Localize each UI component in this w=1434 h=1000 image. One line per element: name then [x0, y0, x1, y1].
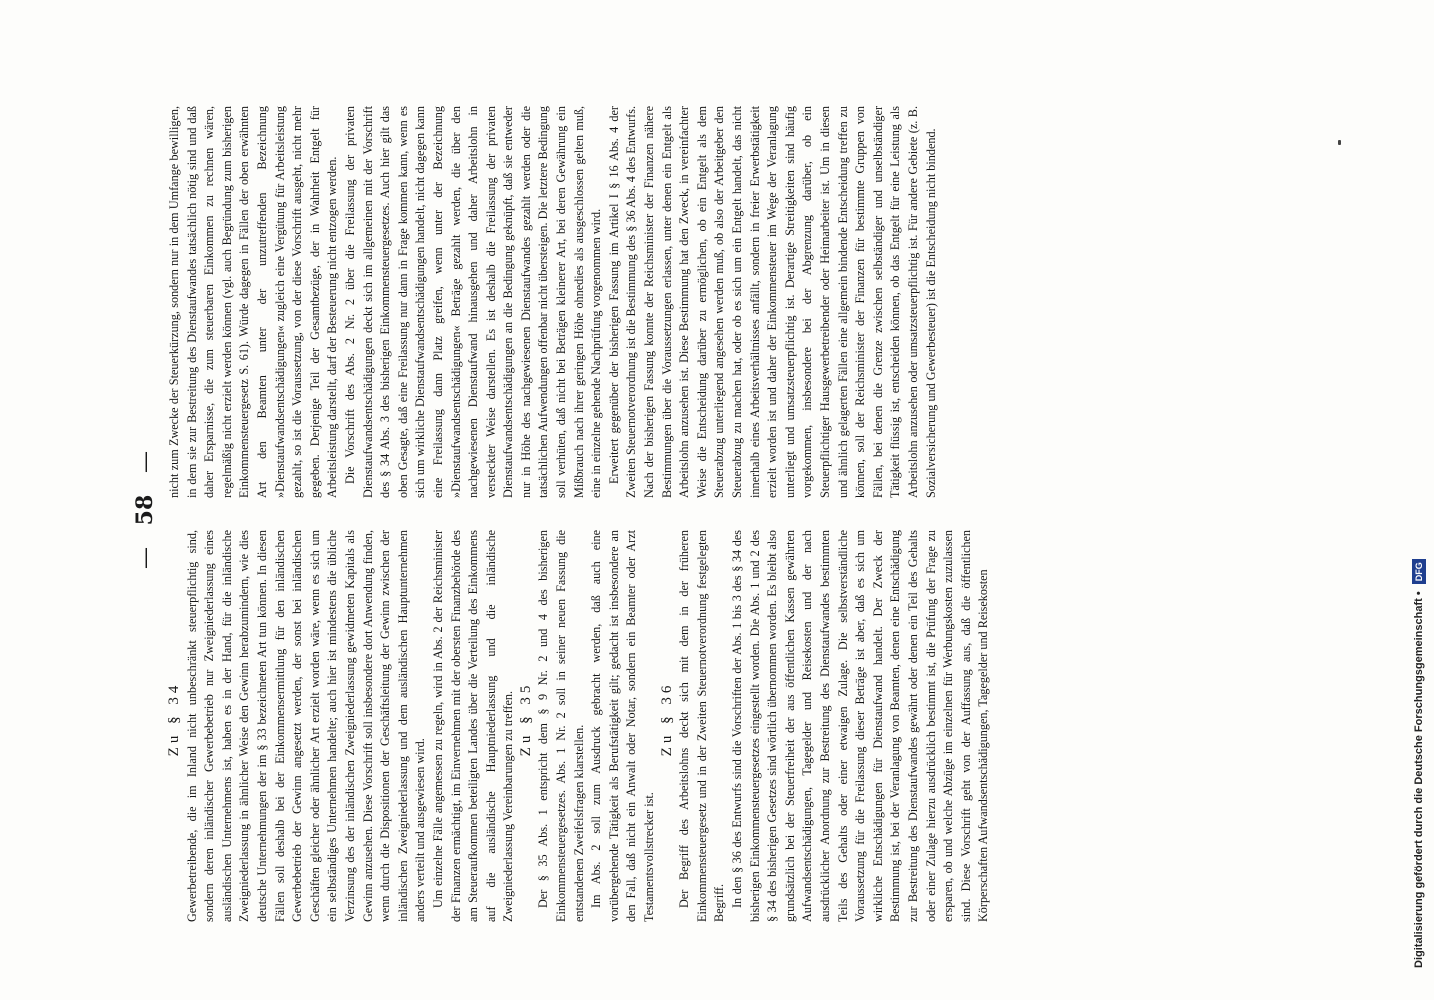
header-dash-left: — — [133, 546, 158, 569]
page-number: 58 — [132, 494, 158, 526]
left-paragraph-6: In den § 36 des Entwurfs sind die Vorschriften der Abs. 1 bis 3 des § 34 des bisherigen Einkommensteuergesetzes eingestellt worden. Die Abs. 1 und 2 des § 34 des bisherigen Gesetzes sind wörtlich übernommen worden. Es bleibt also grundsätzlich bei der Steuerfreiheit der aus öffentlichen Kassen gewährten Aufwandsentschädigungen, Tagegelder und Reisekosten und der nach ausdrücklicher Anordnung zur Bestreitung des Dienstaufwandes bestimmten Teils des Gehalts oder einer etwaigen Zulage. Die selbstverständliche Voraussetzung für die Freilassung dieser Beträge ist aber, daß es sich um wirkliche Entschädigungen für Dienstaufwand handelt. Der Zweck der Bestimmung ist, bei der Veranlagung von Beamten, denen eine Entschädigung zur Bestreitung des Dienstaufwandes gewährt oder denen ein Teil des Gehalts oder einer Zulage hierzu ausdrücklich bestimmt ist, die Prüfung der Frage zu ersparen, ob und welche Abzüge im einzelnen für Werbungskosten zuzulassen sind. Diese Vorschrift geht von der Auffassung aus, daß die öffentlichen Körperschaften Aufwandsentschädigungen, Tagegelder und Reisekosten — [730, 530, 991, 922]
scan-speck — [1338, 140, 1341, 145]
left-paragraph-1: Gewerbetreibende, die im Inland nicht unbeschränkt steuerpflichtig sind, sondern deren inländischer Gewerbebetrieb nur Zweigniederlassung eines ausländischen Unternehmens ist, haben es in der Hand, für die inländische Zweigniederlassung in ähnlicher Weise den Gewinn herabzumindern, wie dies deutsche Unternehmungen der im § 33 bezeichneten Art tun können. In diesen Fällen soll deshalb bei der Einkommensermittlung für den inländischen Gewerbebetrieb der Gewinn angesetzt werden, der sonst bei inländischen Geschäften gleicher oder ähnlicher Art erzielt worden wäre, wenn es sich um ein selbständiges Unternehmen handelte; auch hier ist mindestens die übliche Verzinsung des der inländischen Zweigniederlassung gewidmeten Kapitals als Gewinn anzusehen. Diese Vorschrift soll insbesondere dort Anwendung finden, wenn durch die Dispositionen der Geschäftsleitung der Gewinn zwischen der inländischen Zweigniederlassung und dem ausländischen Hauptunternehmen anders verteilt und ausgewiesen wird. — [184, 530, 428, 922]
section-heading-34: Zu § 34 — [166, 681, 182, 757]
right-column — [166, 106, 940, 498]
section-heading-36: Zu § 36 — [658, 681, 675, 757]
left-paragraph-5: Der Begriff des Arbeitslohns deckt sich mit dem in der früheren Einkommensteuergesetz und in der Zweiten Steuernotverordnung festgelegten Begriff. — [677, 530, 727, 922]
right-paragraph-2: Die Vorschrift des Abs. 2 Nr. 2 über die Freilassung der privaten Dienstaufwandsentschädigungen deckt sich im allgemeinen mit der Vorschrift des § 34 Abs. 3 des bisherigen Einkommensteuergesetzes. Auch hier gilt das oben Gesagte, daß eine Freilassung nur dann in Frage kommen kann, wenn es sich um wirkliche Dienstaufwandsentschädigungen handelt, nicht dagegen kann eine Freilassung dann Platz greifen, wenn unter der Bezeichnung »Dienstaufwandsentschädigungen« Beträge gezahlt werden, die über den nachgewiesenen Dienstaufwand hinausgehen und daher Arbeitslohn in versteckter Weise darstellen. Es ist deshalb die Freilassung der privaten Dienstaufwandsentschädigungen an die Bedingung geknüpft, daß sie entweder nur in Höhe des nachgewiesenen Dienstaufwandes gezahlt werden oder die tatsächlichen Aufwendungen offenbar nicht übersteigen. Die letztere Bedingung soll verhüten, daß nicht bei Beträgen kleinerer Art, bei deren Gewährung ein Mißbrauch nach ihrer geringen Höhe ohnedies als ausgeschlossen gelten muß, eine in einzelne gehende Nachprüfung vorgenommen wird. — [342, 106, 604, 498]
right-paragraph-3: Erweitert gegenüber der bisherigen Fassung im Artikel I § 16 Abs. 4 der Zweiten Steuernotverordnung ist die Bestimmung des § 36 Abs. 4 des Entwurfs. Nach der bisherigen Fassung konnte der Reichsminister der Finanzen nähere Bestimmungen über die Voraussetzungen erlassen, unter denen ein Entgelt als Arbeitslohn anzusehen ist. Diese Bestimmung hat den Zweck, in vereinfachter Weise die Entscheidung darüber zu ermöglichen, ob ein Entgelt als dem Steuerabzug unterliegend angesehen werden muß, ob also der Arbeitgeber den Steuerabzug zu machen hat, oder ob es sich um ein Entgelt handelt, das nicht innerhalb eines Arbeitsverhältnisses anfällt, sondern in freier Erwerbstätigkeit erzielt worden ist und daher der Einkommensteuer im Wege der Veranlagung unterliegt und umsatzsteuerpflichtig ist. Derartige Streitigkeiten sind häufig vorgekommen, insbesondere bei der Abgrenzung darüber, ob ein Steuerpflichtiger Hausgewerbetreibender oder Heimarbeiter ist. Um in diesen und ähnlich gelagerten Fällen eine allgemein bindende Entscheidung treffen zu können, soll der Reichsminister der Finanzen für bestimmte Gruppen von Fällen, bei denen die Grenze zwischen selbständiger und unselbständiger Tätigkeit flüssig ist, entscheiden können, ob das Entgelt für eine Leistung als Arbeitslohn anzusehen oder umsatzsteuerpflichtig ist. Für andere Gebiete (z. B. Sozialversicherung und Gewerbesteuer) ist die Entscheidung nicht bindend. — [606, 106, 938, 498]
dfg-logo-badge: DFG — [1412, 559, 1426, 584]
right-paragraph-1: nicht zum Zwecke der Steuerkürzung, sondern nur in dem Umfange bewilligen, in dem sie zur Bestreitung des Dienstaufwandes tatsächlich nötig sind und daß daher Ersparnisse, die zum steuerbaren Einkommen zu rechnen wären, regelmäßig nicht erzielt werden können (vgl. auch Begründung zum bisherigen Einkommensteuergesetz S. 61). Würde dagegen in Fällen der oben erwähnten Art den Beamten unter der unzutreffenden Bezeichnung »Dienstaufwandsentschädigungen« zugleich eine Vergütung für Arbeitsleistung gezahlt, so ist die Voraussetzung, von der diese Vorschrift ausgeht, nicht mehr gegeben. Derjenige Teil der Gesamtbezüge, der in Wahrheit Entgelt für Arbeitsleistung darstellt, darf der Besteuerung nicht entzogen werden. — [167, 106, 340, 498]
page-header — [120, 90, 170, 930]
digitization-credit-text: Digitalisierung gefördert durch die Deutsche Forschungsgemeinschaft • — [1413, 591, 1425, 968]
left-paragraph-2: Um einzelne Fälle angemessen zu regeln, wird in Abs. 2 der Reichsminister der Finanzen ermächtigt, im Einvernehmen mit der obersten Finanzbehörde des am Steueraufkommen beteiligten Landes über die Verteilung des Einkommens auf die ausländische Hauptniederlassung und die inländische Zweigniederlassung Vereinbarungen zu treffen. — [430, 530, 516, 922]
header-dash-right: — — [133, 451, 158, 474]
rotated-page-content — [120, 90, 1320, 930]
left-column — [166, 530, 993, 922]
section-heading-35: Zu § 35 — [517, 681, 534, 757]
digitization-credit — [1408, 28, 1430, 968]
left-paragraph-4: Im Abs. 2 soll zum Ausdruck gebracht werden, daß auch eine vorübergehende Tätigkeit als Berufstätigkeit gilt; gedacht ist insbesondere an den Fall, daß nicht ein Anwalt oder Notar, sondern ein Beamter oder Arzt Testamentsvollstrecker ist. — [589, 530, 657, 922]
left-paragraph-3: Der § 35 Abs. 1 entspricht dem § 9 Nr. 2 und 4 des bisherigen Einkommensteuergesetzes. Abs. 1 Nr. 2 soll in seiner neuen Fassung die entstandenen Zweifelsfragen klarstellen. — [536, 530, 586, 922]
